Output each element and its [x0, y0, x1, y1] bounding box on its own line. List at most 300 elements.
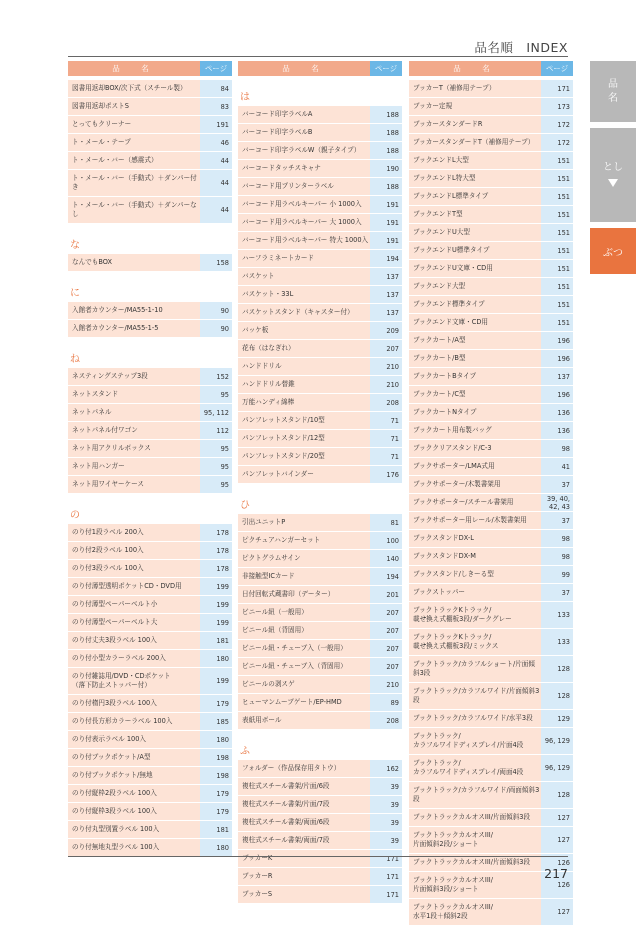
- page-reference: 37: [541, 584, 573, 601]
- product-name: ブッカーT（補修用テープ）: [409, 80, 541, 97]
- page-reference: 71: [370, 430, 402, 447]
- page-reference: 171: [370, 850, 402, 867]
- index-row[interactable]: [409, 170, 573, 188]
- product-name: ブックエンド文庫・CD用: [409, 314, 541, 331]
- index-row[interactable]: [409, 260, 573, 278]
- kana-range-tab[interactable]: [590, 128, 636, 222]
- page-reference: 140: [370, 550, 402, 567]
- product-name: ブックトラックカルオスIII/ 片面傾斜2段/ショート: [409, 827, 541, 853]
- index-row[interactable]: [68, 596, 232, 614]
- sort-order-tab[interactable]: [590, 61, 636, 122]
- index-row[interactable]: [238, 304, 402, 322]
- product-name: ブックエンドU大型: [409, 224, 541, 241]
- index-row[interactable]: [409, 683, 573, 710]
- index-row[interactable]: [409, 782, 573, 809]
- page-reference: 191: [370, 232, 402, 249]
- index-row[interactable]: [409, 296, 573, 314]
- page-reference: 185: [200, 713, 232, 730]
- product-name: ブックエンドL標準タイプ: [409, 188, 541, 205]
- page-reference: 127: [541, 809, 573, 826]
- index-row[interactable]: [238, 868, 402, 886]
- product-name: のり付長方形カラーラベル 100入: [68, 713, 200, 730]
- product-name: ブックサポーター/スチール書架用: [409, 494, 541, 511]
- page-reference: 201: [370, 586, 402, 603]
- page-reference: 194: [370, 250, 402, 267]
- index-row[interactable]: [409, 314, 573, 332]
- product-name: バーコード印字ラベルB: [238, 124, 370, 141]
- product-name: ブックトラック/カラフルワイド/水平3段: [409, 710, 541, 727]
- index-row[interactable]: [238, 412, 402, 430]
- page-reference: 190: [370, 160, 402, 177]
- product-name: ブックカートNタイプ: [409, 404, 541, 421]
- index-row[interactable]: [238, 196, 402, 214]
- page-reference: 98: [541, 440, 573, 457]
- page-reference: 180: [200, 731, 232, 748]
- product-name: なんでもBOX: [68, 254, 200, 271]
- page-reference: 90: [200, 302, 232, 319]
- product-name: ブックストッパー: [409, 584, 541, 601]
- product-name: ブッカー定規: [409, 98, 541, 115]
- page-reference: 158: [200, 254, 232, 271]
- page-reference: 172: [541, 134, 573, 151]
- page-reference: 151: [541, 296, 573, 313]
- product-name: 日付回転式蔵書印（データー）: [238, 586, 370, 603]
- product-name: ビニール紐・チューブ入（一般用）: [238, 640, 370, 657]
- product-name: ブックカート/C型: [409, 386, 541, 403]
- index-row[interactable]: [68, 713, 232, 731]
- product-name: ブックトラック/カラフルワイド/片面傾斜3段: [409, 683, 541, 709]
- product-name: ブックエンドT型: [409, 206, 541, 223]
- index-row[interactable]: [68, 542, 232, 560]
- page-reference: 171: [370, 868, 402, 885]
- page-reference: 112: [200, 422, 232, 439]
- index-row[interactable]: [238, 232, 402, 250]
- column-header-page: ページ: [370, 61, 402, 76]
- index-row[interactable]: [238, 214, 402, 232]
- index-row[interactable]: [409, 512, 573, 530]
- index-row[interactable]: [238, 658, 402, 676]
- index-row[interactable]: [409, 476, 573, 494]
- page-reference: 136: [541, 422, 573, 439]
- page-reference: 37: [541, 476, 573, 493]
- product-name: のり付雑誌用/DVD・CDポケット （落下防止ストッパー付）: [68, 668, 200, 694]
- page-reference: 178: [200, 524, 232, 541]
- page-reference: 207: [370, 604, 402, 621]
- index-row[interactable]: [238, 376, 402, 394]
- kana-range-label: とし: [603, 161, 623, 173]
- product-name: ブックスタンド/しきーる型: [409, 566, 541, 583]
- page-reference: 151: [541, 224, 573, 241]
- product-name: ピクトグラムサイン: [238, 550, 370, 567]
- page-reference: 39: [370, 778, 402, 795]
- product-name: バーコード印字ラベルW（親子タイプ）: [238, 142, 370, 159]
- column-header-name: 品 名: [238, 61, 370, 76]
- page-reference: 133: [541, 629, 573, 655]
- page-reference: 44: [200, 170, 232, 196]
- index-row[interactable]: [68, 80, 232, 98]
- index-row[interactable]: [238, 340, 402, 358]
- index-row[interactable]: [68, 476, 232, 494]
- product-name: ブックトラック/ カラフルワイドディスプレイ/両面4段: [409, 755, 541, 781]
- page-reference: 196: [541, 350, 573, 367]
- index-row[interactable]: [238, 250, 402, 268]
- page-reference: 39, 40, 42, 43: [541, 494, 573, 511]
- index-row[interactable]: [238, 124, 402, 142]
- product-name: 図書用返却ポストS: [68, 98, 200, 115]
- page-reference: 95: [200, 458, 232, 475]
- product-name: のり付無地丸型ラベル 100入: [68, 839, 200, 856]
- product-name: バスケット・33L: [238, 286, 370, 303]
- page-reference: 127: [541, 899, 573, 925]
- index-row[interactable]: [68, 749, 232, 767]
- page-reference: 188: [370, 178, 402, 195]
- index-row[interactable]: [68, 98, 232, 116]
- index-row[interactable]: [68, 440, 232, 458]
- product-name: ブックトラック/カラフルショート/片面傾斜3段: [409, 656, 541, 682]
- page-reference: 127: [541, 827, 573, 853]
- index-row[interactable]: [409, 566, 573, 584]
- column-header-name: 品 名: [68, 61, 200, 76]
- page-reference: 179: [200, 785, 232, 802]
- page-reference: 191: [370, 196, 402, 213]
- index-row[interactable]: [68, 803, 232, 821]
- kana-section-heading: の: [70, 510, 80, 521]
- product-name: ヒューマンムーブゲート/EP-HMD: [238, 694, 370, 711]
- page-reference: 96, 129: [541, 755, 573, 781]
- index-column-3: [409, 61, 573, 926]
- index-row[interactable]: [238, 586, 402, 604]
- page-reference: 198: [200, 767, 232, 784]
- index-row[interactable]: [68, 785, 232, 803]
- product-name: 非接触型ICカード: [238, 568, 370, 585]
- page-reference: 181: [200, 632, 232, 649]
- index-row[interactable]: [238, 694, 402, 712]
- header-rule: [68, 56, 568, 57]
- page-reference: 207: [370, 340, 402, 357]
- index-row[interactable]: [68, 302, 232, 320]
- product-name: ブックサポーター/木製書架用: [409, 476, 541, 493]
- page-reference: 210: [370, 676, 402, 693]
- page-reference: 179: [200, 803, 232, 820]
- product-name: パンフレットスタンド/10型: [238, 412, 370, 429]
- index-row[interactable]: [409, 422, 573, 440]
- product-name: とってもクリーナー: [68, 116, 200, 133]
- product-name: バスケットスタンド（キャスター付）: [238, 304, 370, 321]
- index-row[interactable]: [238, 394, 402, 412]
- page-reference: 99: [541, 566, 573, 583]
- page-reference: 84: [200, 80, 232, 97]
- product-name: バーコードタッチスキャナ: [238, 160, 370, 177]
- index-column-1: [68, 61, 232, 857]
- product-name: ピクチュアハンガーセット: [238, 532, 370, 549]
- page-reference: 210: [370, 376, 402, 393]
- page-reference: 137: [370, 286, 402, 303]
- page-reference: 133: [541, 602, 573, 628]
- index-row[interactable]: [68, 524, 232, 542]
- product-name: のり付薄型ペーパーベルト大: [68, 614, 200, 631]
- index-row[interactable]: [68, 578, 232, 596]
- product-name: ブックカート/B型: [409, 350, 541, 367]
- index-row[interactable]: [68, 422, 232, 440]
- page-reference: 126: [541, 872, 573, 898]
- page-reference: 152: [200, 368, 232, 385]
- index-row[interactable]: [238, 178, 402, 196]
- index-row[interactable]: [409, 458, 573, 476]
- index-row[interactable]: [409, 584, 573, 602]
- page-reference: 188: [370, 142, 402, 159]
- index-row[interactable]: [409, 350, 573, 368]
- product-name: 複柱式スチール書架/片面/6段: [238, 778, 370, 795]
- index-row[interactable]: [409, 827, 573, 854]
- product-name: ブッカーK: [238, 850, 370, 867]
- page-reference: 46: [200, 134, 232, 151]
- column-header: [238, 61, 402, 76]
- index-row[interactable]: [409, 206, 573, 224]
- current-kana-tab[interactable]: [590, 228, 636, 274]
- product-name: のり付2段ラベル 100入: [68, 542, 200, 559]
- index-row[interactable]: [238, 286, 402, 304]
- page-reference: 188: [370, 124, 402, 141]
- product-name: ネットパネル: [68, 404, 200, 421]
- index-row[interactable]: [68, 368, 232, 386]
- product-name: ブッククリアスタンド/C-3: [409, 440, 541, 457]
- page-reference: 151: [541, 170, 573, 187]
- product-name: 図書用返却BOX/次下式（スチール製）: [68, 80, 200, 97]
- product-name: のり付ブックポケット/無地: [68, 767, 200, 784]
- index-row[interactable]: [409, 710, 573, 728]
- index-row[interactable]: [409, 224, 573, 242]
- index-row[interactable]: [238, 532, 402, 550]
- index-row[interactable]: [68, 560, 232, 578]
- product-name: ト・メール・バー（感震式）: [68, 152, 200, 169]
- index-row[interactable]: [238, 322, 402, 340]
- page-reference: 207: [370, 622, 402, 639]
- product-name: バーコード印字ラベルA: [238, 106, 370, 123]
- product-name: ブックサポーター用レール/木製書架用: [409, 512, 541, 529]
- index-row[interactable]: [409, 548, 573, 566]
- index-row[interactable]: [238, 676, 402, 694]
- page-reference: 39: [370, 796, 402, 813]
- index-row[interactable]: [409, 332, 573, 350]
- product-name: ブックトラックカルオスIII/ 水平1段＋傾斜2段: [409, 899, 541, 925]
- index-row[interactable]: [68, 254, 232, 272]
- index-row[interactable]: [68, 197, 232, 224]
- page-reference: 137: [541, 368, 573, 385]
- index-row[interactable]: [409, 368, 573, 386]
- page-reference: 100: [370, 532, 402, 549]
- product-name: パンフレットスタンド/20型: [238, 448, 370, 465]
- product-name: 入館者カウンター/MA55-1-5: [68, 320, 200, 337]
- index-row[interactable]: [409, 602, 573, 629]
- product-name: ト・メール・バー（手動式）＋ダンパー付き: [68, 170, 200, 196]
- index-row[interactable]: [238, 466, 402, 484]
- product-name: バーコード用ラベルキーパー 小 1000入: [238, 196, 370, 213]
- index-row[interactable]: [238, 268, 402, 286]
- product-name: のり付表示ラベル 100入: [68, 731, 200, 748]
- page-reference: 208: [370, 712, 402, 729]
- page-reference: 37: [541, 512, 573, 529]
- index-row[interactable]: [68, 404, 232, 422]
- index-row[interactable]: [409, 440, 573, 458]
- index-row[interactable]: [238, 850, 402, 868]
- page-reference: 199: [200, 596, 232, 613]
- page-reference: 162: [370, 760, 402, 777]
- product-name: ネットパネル付ワゴン: [68, 422, 200, 439]
- index-row[interactable]: [238, 832, 402, 850]
- page-reference: 95: [200, 476, 232, 493]
- index-row[interactable]: [68, 668, 232, 695]
- page-reference: 96, 129: [541, 728, 573, 754]
- index-row[interactable]: [409, 242, 573, 260]
- page-reference: 98: [541, 548, 573, 565]
- side-index-tabs: [590, 61, 636, 274]
- index-row[interactable]: [68, 650, 232, 668]
- page-reference: 128: [541, 782, 573, 808]
- product-name: フォルダー（作品保存用タトウ）: [238, 760, 370, 777]
- index-row[interactable]: [409, 116, 573, 134]
- page-reference: 151: [541, 188, 573, 205]
- index-row[interactable]: [238, 712, 402, 730]
- product-name: ビニール紐（背固用）: [238, 622, 370, 639]
- index-row[interactable]: [409, 98, 573, 116]
- product-name: のり付小型カラーラベル 200入: [68, 650, 200, 667]
- column-header: [68, 61, 232, 76]
- page-reference: 188: [370, 106, 402, 123]
- index-row[interactable]: [68, 632, 232, 650]
- product-name: ネスティングステップ3段: [68, 368, 200, 385]
- index-row[interactable]: [68, 731, 232, 749]
- index-row[interactable]: [68, 152, 232, 170]
- page-reference: 44: [200, 152, 232, 169]
- index-row[interactable]: [409, 629, 573, 656]
- page-reference: 83: [200, 98, 232, 115]
- page-reference: 210: [370, 358, 402, 375]
- column-header-page: ページ: [541, 61, 573, 76]
- page-reference: 151: [541, 206, 573, 223]
- index-row[interactable]: [238, 514, 402, 532]
- index-row[interactable]: [409, 494, 573, 512]
- page-reference: 129: [541, 710, 573, 727]
- product-name: ネット用ワイヤーケース: [68, 476, 200, 493]
- index-row[interactable]: [68, 458, 232, 476]
- product-name: 表紙用ボール: [238, 712, 370, 729]
- index-row[interactable]: [68, 821, 232, 839]
- index-row[interactable]: [238, 778, 402, 796]
- index-row[interactable]: [238, 622, 402, 640]
- page-reference: 151: [541, 278, 573, 295]
- index-row[interactable]: [68, 116, 232, 134]
- index-row[interactable]: [238, 550, 402, 568]
- index-row[interactable]: [238, 604, 402, 622]
- page-reference: 179: [200, 695, 232, 712]
- product-name: バーコード用ラベルキーパー 大 1000入: [238, 214, 370, 231]
- index-row[interactable]: [409, 755, 573, 782]
- index-row[interactable]: [238, 796, 402, 814]
- page-reference: 176: [370, 466, 402, 483]
- index-row[interactable]: [68, 839, 232, 857]
- index-row[interactable]: [238, 640, 402, 658]
- product-name: ブックエンドU文庫・CD用: [409, 260, 541, 277]
- column-header: [409, 61, 573, 76]
- page-reference: 95, 112: [200, 404, 232, 421]
- index-row[interactable]: [238, 160, 402, 178]
- index-row[interactable]: [238, 568, 402, 586]
- index-row[interactable]: [409, 152, 573, 170]
- index-row[interactable]: [238, 142, 402, 160]
- product-name: のり付薄型透明ポケットCD・DVD用: [68, 578, 200, 595]
- kana-section-heading: は: [240, 92, 250, 103]
- page-reference: 95: [200, 440, 232, 457]
- index-row[interactable]: [68, 170, 232, 197]
- index-row[interactable]: [409, 80, 573, 98]
- index-row[interactable]: [238, 448, 402, 466]
- product-name: パンフレットバインダー: [238, 466, 370, 483]
- index-row[interactable]: [238, 814, 402, 832]
- index-row[interactable]: [409, 728, 573, 755]
- product-name: ブックスタンドDX-M: [409, 548, 541, 565]
- page-reference: 208: [370, 394, 402, 411]
- page-reference: 178: [200, 542, 232, 559]
- page-reference: 90: [200, 320, 232, 337]
- index-row[interactable]: [238, 430, 402, 448]
- index-row[interactable]: [409, 134, 573, 152]
- index-row[interactable]: [409, 656, 573, 683]
- product-name: 複柱式スチール書架/片面/7段: [238, 796, 370, 813]
- product-name: ブックトラックカルオスIII/片面傾斜3段: [409, 854, 541, 871]
- product-name: ブックサポーター/LMA式用: [409, 458, 541, 475]
- product-name: ネット用アクリルボックス: [68, 440, 200, 457]
- index-row[interactable]: [409, 899, 573, 926]
- index-row[interactable]: [68, 320, 232, 338]
- page-reference: 95: [200, 386, 232, 403]
- page-reference: 151: [541, 242, 573, 259]
- product-name: のり付丸型別置ラベル 100入: [68, 821, 200, 838]
- page-reference: 39: [370, 814, 402, 831]
- index-row[interactable]: [409, 278, 573, 296]
- index-row[interactable]: [68, 695, 232, 713]
- product-name: ブッカーR: [238, 868, 370, 885]
- page-reference: 89: [370, 694, 402, 711]
- index-row[interactable]: [68, 614, 232, 632]
- index-row[interactable]: [409, 386, 573, 404]
- page-reference: 128: [541, 683, 573, 709]
- index-row[interactable]: [409, 188, 573, 206]
- index-row[interactable]: [68, 134, 232, 152]
- index-row[interactable]: [409, 404, 573, 422]
- product-name: ブックエンドL大型: [409, 152, 541, 169]
- index-row[interactable]: [409, 809, 573, 827]
- page-reference: 196: [541, 332, 573, 349]
- index-row[interactable]: [68, 386, 232, 404]
- index-row[interactable]: [238, 886, 402, 904]
- product-name: ブックカートBタイプ: [409, 368, 541, 385]
- page-reference: 172: [541, 116, 573, 133]
- index-row[interactable]: [68, 767, 232, 785]
- product-name: ブッカースタンダードR: [409, 116, 541, 133]
- page-reference: 136: [541, 404, 573, 421]
- footer-rule: [68, 856, 568, 857]
- index-row[interactable]: [409, 530, 573, 548]
- index-row[interactable]: [238, 358, 402, 376]
- index-row[interactable]: [238, 106, 402, 124]
- index-row[interactable]: [238, 760, 402, 778]
- page-reference: 199: [200, 578, 232, 595]
- page-reference: 171: [541, 80, 573, 97]
- product-name: ブックエンド大型: [409, 278, 541, 295]
- product-name: 複柱式スチール書架/両面/6段: [238, 814, 370, 831]
- product-name: 引出ユニットP: [238, 514, 370, 531]
- page-reference: 171: [370, 886, 402, 903]
